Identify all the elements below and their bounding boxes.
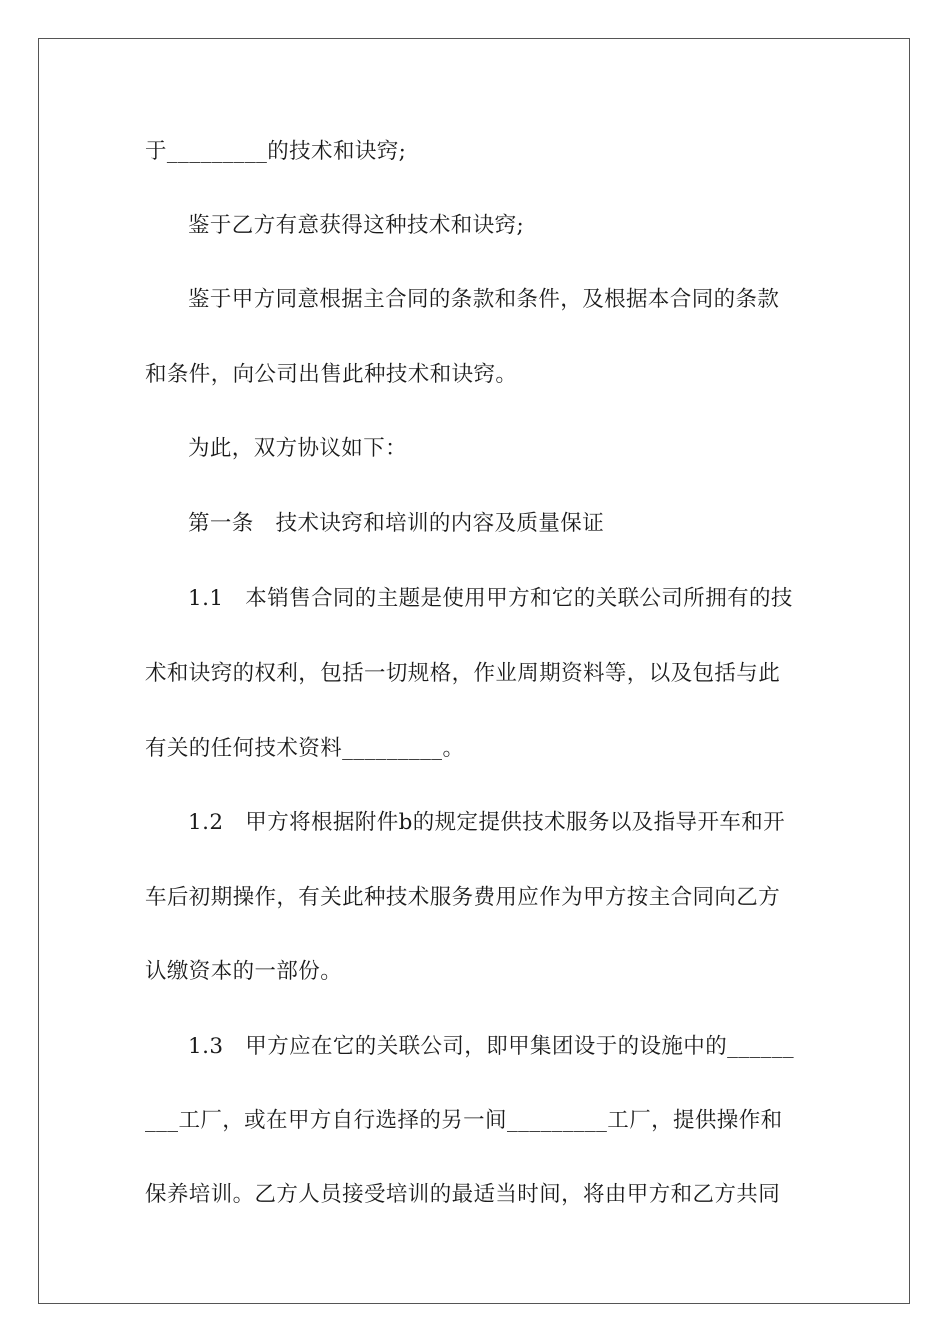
section-heading: 第一条 技术诀窍和培训的内容及质量保证 [188,511,605,536]
paragraph-line: 为此，双方协议如下： [188,436,408,461]
paragraph-line: 保养培训。乙方人员接受培训的最适当时间，将由甲方和乙方共同 [145,1182,781,1207]
paragraph-line: 术和诀窍的权利，包括一切规格，作业周期资料等，以及包括与此 [145,661,781,686]
paragraph-line: 鉴于甲方同意根据主合同的条款和条件，及根据本合同的条款 [188,287,780,312]
paragraph-line: 1.2 甲方将根据附件b的规定提供技术服务以及指导开车和开 [188,810,786,835]
paragraph-line: 1.1 本销售合同的主题是使用甲方和它的关联公司所拥有的技 [188,586,793,611]
paragraph-line: 1.3 甲方应在它的关联公司，即甲集团设于的设施中的______ [188,1034,794,1059]
paragraph-line: 认缴资本的一部份。 [145,959,343,984]
paragraph-line: 车后初期操作，有关此种技术服务费用应作为甲方按主合同向乙方 [145,885,781,910]
paragraph-line: 鉴于乙方有意获得这种技术和诀窍; [188,213,525,238]
paragraph-line: 有关的任何技术资料_________。 [145,736,465,761]
paragraph-line: 和条件，向公司出售此种技术和诀窍。 [145,362,518,387]
paragraph-line: ___工厂，或在甲方自行选择的另一间_________工厂，提供操作和 [145,1108,783,1133]
paragraph-line: 于_________的技术和诀窍; [145,139,407,164]
